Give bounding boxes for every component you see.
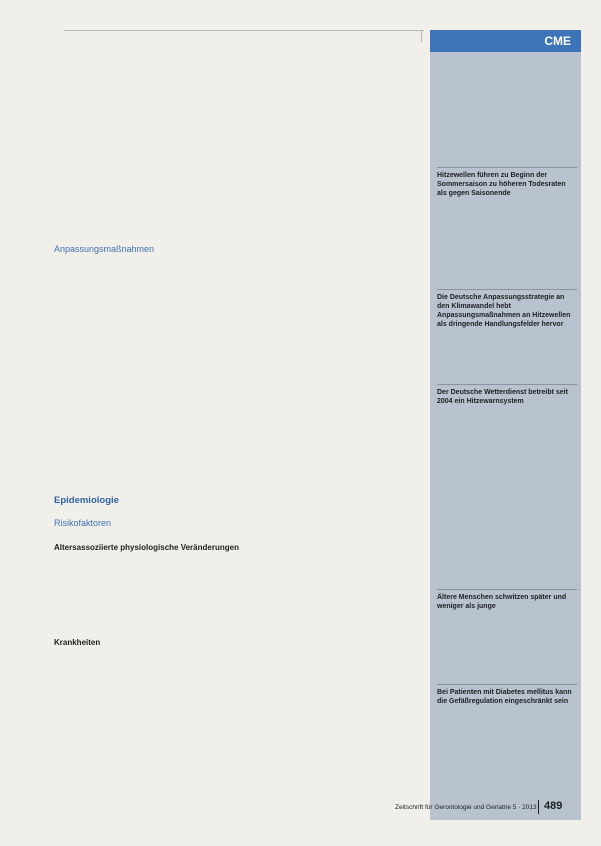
journal-name: Zeitschrift für Gerontologie und Geriatrie 5 · 2013 [395,804,537,811]
margin-note: Der Deutsche Wetterdienst betreibt seit 2004 ein Hitzewarnsystem [437,384,577,406]
heading-age: Altersassoziierte physiologische Veränderungen [54,543,239,552]
heading-disease: Krankheiten [54,638,101,647]
margin-note: Hitzewellen führen zu Beginn der Sommersaison zu höheren Todesraten als gegen Saisonende [437,167,577,198]
section-epidemiology-heading: Epidemiologie [54,495,119,506]
section-adaptation-heading: Anpassungsmaßnahmen [54,244,155,254]
frame-line [64,30,424,31]
page-number: 489 [544,800,563,812]
subsection-risk-heading: Risikofaktoren [54,518,112,528]
margin-note: Die Deutsche Anpassungsstrategie an den Klimawandel hebt Anpassungsmaßnahmen an Hitzewellen als dringende Handlungsfelder hervor [437,289,577,329]
margin-note: Bei Patienten mit Diabetes mellitus kann die Gefäßregulation eingeschränkt sein [437,684,577,706]
frame-line [421,30,422,42]
margin-note: Ältere Menschen schwitzen später und weniger als junge [437,589,577,611]
cme-tag: CME [430,30,581,52]
footer-divider [538,800,539,814]
